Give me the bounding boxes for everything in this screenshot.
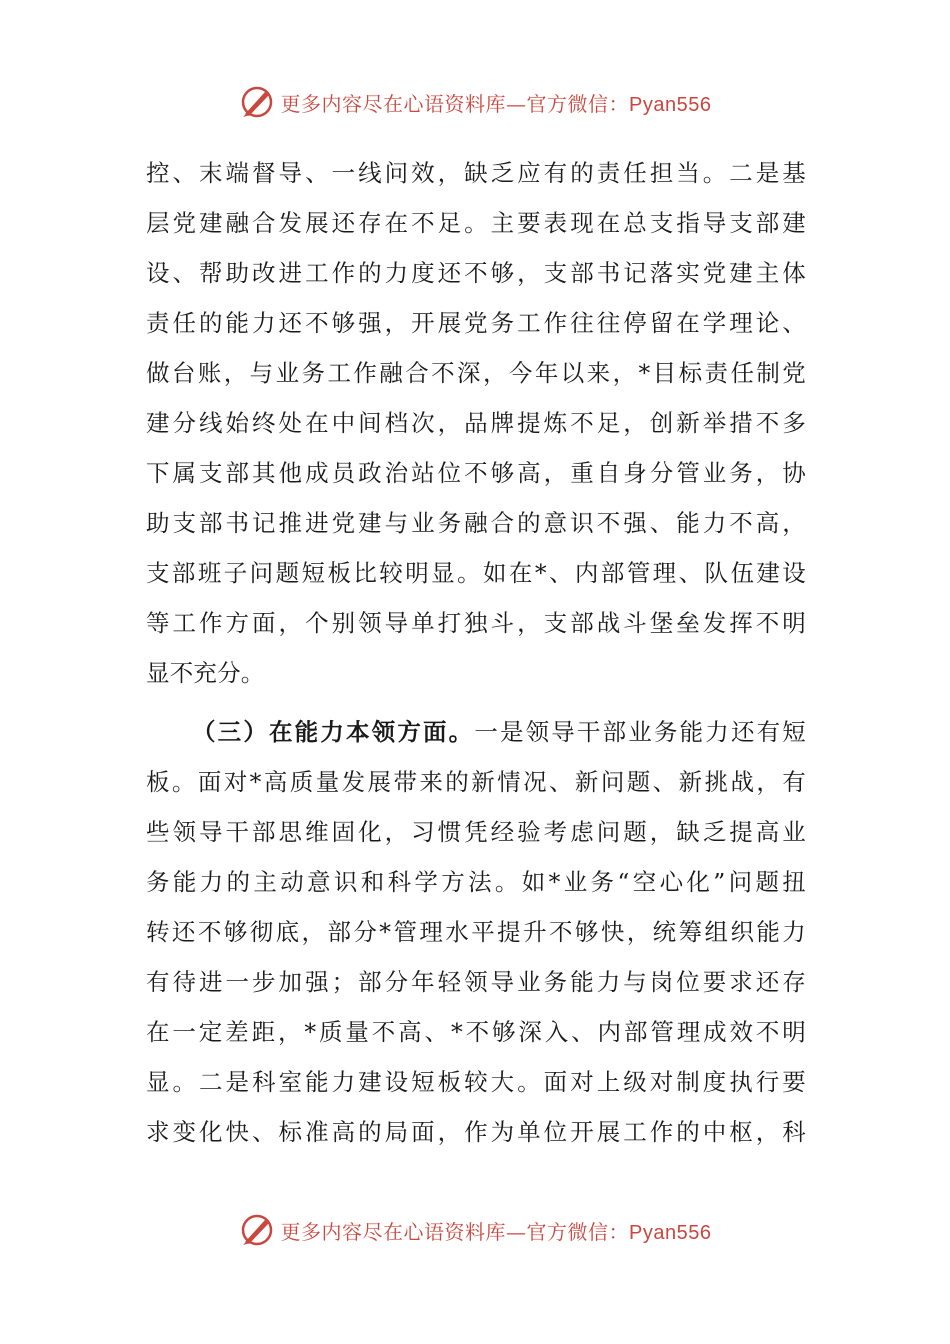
text-line: 层党建融合发展还存在不足。主要表现在总支指导支部建 [146,209,806,237]
text-line: 等工作方面，个别领导单打独斗，支部战斗堡垒发挥不明 [146,609,806,637]
text-line: 些领导干部思维固化，习惯凭经验考虑问题，缺乏提高业 [146,818,806,846]
text-line: 建分线始终处在中间档次，品牌提炼不足，创新举措不多 [146,409,806,437]
text-line: 显不充分。 [146,659,265,687]
section-heading: （三）在能力本领方面。 [192,718,475,746]
footer-wechat-id: Pyan556 [629,1221,712,1244]
text-line: 在一定差距，*质量不高、*不够深入、内部管理成效不明 [146,1018,806,1046]
text-line: 控、末端督导、一线问效，缺乏应有的责任担当。二是基 [146,159,806,187]
footer-banner-text: 更多内容尽在心语资料库—官方微信：Pyan556 [280,1219,712,1244]
header-banner-text: 更多内容尽在心语资料库—官方微信：Pyan556 [280,91,712,116]
text-line: 做台账，与业务工作融合不深，今年以来，*目标责任制党 [146,359,806,387]
pen-logo-icon [239,1212,275,1248]
text-line: 支部班子问题短板比较明显。如在*、内部管理、队伍建设 [146,559,806,587]
pen-logo-icon [239,84,275,120]
text-line: 责任的能力还不够强，开展党务工作往往停留在学理论、 [146,309,806,337]
text-line: 求变化快、标准高的局面，作为单位开展工作的中枢，科 [146,1118,806,1146]
header-wechat-id: Pyan556 [629,93,712,116]
text-line: 一是领导干部业务能力还有短 [474,718,806,746]
text-line: 务能力的主动意识和科学方法。如*业务“空心化”问题扭 [146,868,806,896]
document-body [146,148,806,1157]
text-line: 助支部书记推进党建与业务融合的意识不强、能力不高， [146,509,806,537]
text-line: 转还不够彻底，部分*管理水平提升不够快，统筹组织能力 [146,918,806,946]
footer-banner [0,1210,950,1250]
text-line: 板。面对*高质量发展带来的新情况、新问题、新挑战，有 [146,768,806,796]
text-line: 显。二是科室能力建设短板较大。面对上级对制度执行要 [146,1068,806,1096]
text-line: 设、帮助改进工作的力度还不够，支部书记落实党建主体 [146,259,806,287]
header-banner [0,82,950,122]
text-line: 下属支部其他成员政治站位不够高，重自身分管业务，协 [146,459,806,487]
text-line: 有待进一步加强；部分年轻领导业务能力与岗位要求还存 [146,968,806,996]
section-heading-line [146,707,806,757]
